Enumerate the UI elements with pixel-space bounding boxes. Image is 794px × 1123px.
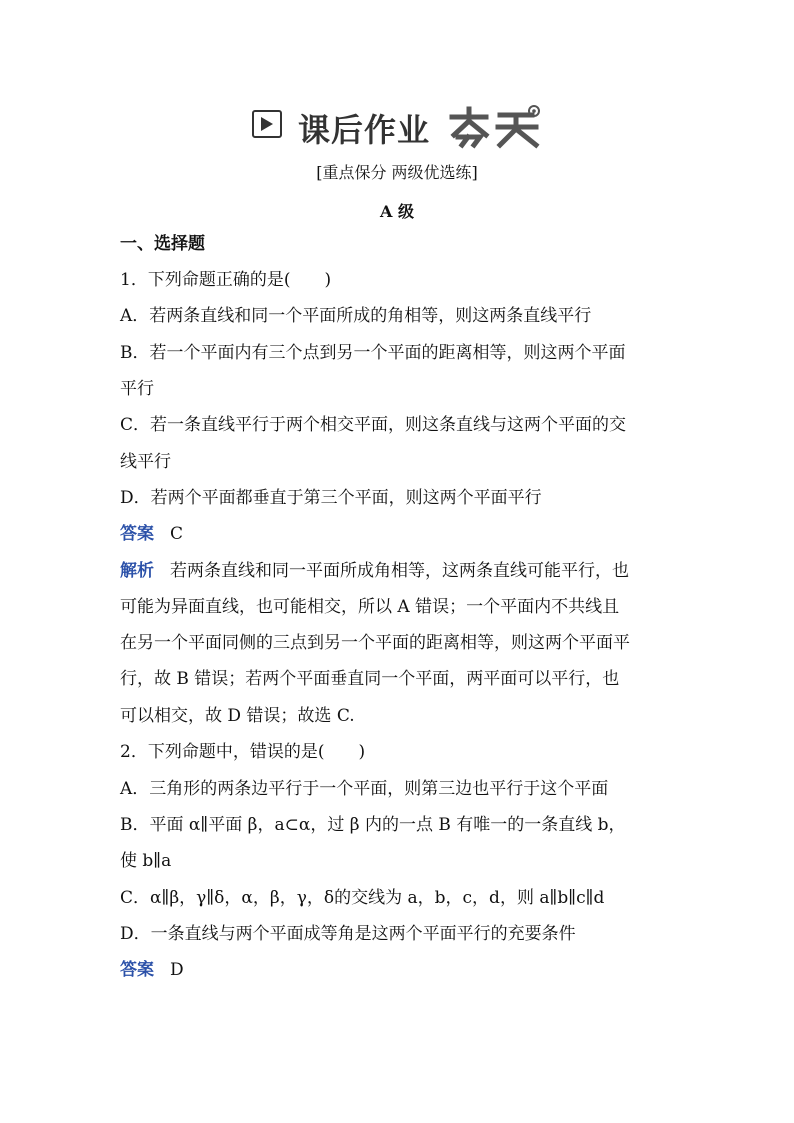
q1-option-d: D．若两个平面都垂直于第三个平面，则这两个平面平行 bbox=[120, 488, 542, 508]
q2-stem: 2．下列命题中，错误的是( ) bbox=[120, 742, 366, 762]
q1-option-b-cont: 平行 bbox=[120, 379, 154, 399]
header-title: 课后作业 bbox=[298, 111, 431, 149]
q2-option-a: A．三角形的两条边平行于一个平面，则第三边也平行于这个平面 bbox=[120, 779, 609, 799]
answer-label: 答案 bbox=[120, 524, 154, 544]
section-title: 一、选择题 bbox=[120, 234, 205, 254]
analysis-line-4: 行，故 B 错误；若两个平面垂直同一个平面，两平面可以平行，也 bbox=[120, 669, 620, 689]
q1-option-b: B．若一个平面内有三个点到另一个平面的距离相等，则这两个平面 bbox=[120, 343, 626, 363]
q1-option-c: C．若一条直线平行于两个相交平面，则这条直线与这两个平面的交 bbox=[120, 415, 627, 435]
analysis-label: 解析 bbox=[120, 561, 154, 581]
analysis-line-5: 可以相交，故 D 错误；故选 C. bbox=[120, 706, 355, 726]
q1-option-a: A．若两条直线和同一个平面所成的角相等，则这两条直线平行 bbox=[120, 306, 592, 326]
q2-answer bbox=[120, 959, 184, 981]
analysis-line-1: 若两条直线和同一平面所成角相等，这两条直线可能平行，也 bbox=[170, 561, 629, 581]
q2-option-d: D．一条直线与两个平面成等角是这两个平面平行的充要条件 bbox=[120, 924, 576, 944]
level-heading: A 级 bbox=[380, 202, 414, 221]
answer-value: D bbox=[170, 960, 184, 980]
q1-stem: 1．下列命题正确的是( ) bbox=[120, 270, 332, 290]
section-header bbox=[250, 103, 550, 149]
subtitle: [重点保分 两级优选练] bbox=[316, 163, 478, 182]
q1-option-c-cont: 线平行 bbox=[120, 452, 171, 472]
q1-analysis bbox=[120, 560, 629, 582]
analysis-line-3: 在另一个平面同侧的三点到另一个平面的距离相等，则这两个平面平 bbox=[120, 633, 630, 653]
q2-option-b: B．平面 α∥平面 β，a⊂α，过 β 内的一点 B 有唯一的一条直线 b， bbox=[120, 815, 626, 835]
q2-option-b-cont: 使 b∥a bbox=[120, 851, 172, 871]
play-icon bbox=[252, 110, 282, 138]
q1-answer bbox=[120, 523, 183, 545]
q2-option-c: C．α∥β，γ∥δ，α，β，γ，δ的交线为 a，b，c，d，则 a∥b∥c∥d bbox=[120, 888, 605, 908]
brand-logo bbox=[446, 103, 546, 153]
analysis-line-2: 可能为异面直线，也可能相交，所以 A 错误；一个平面内不共线且 bbox=[120, 597, 620, 617]
answer-label: 答案 bbox=[120, 960, 154, 980]
answer-value: C bbox=[170, 524, 184, 544]
